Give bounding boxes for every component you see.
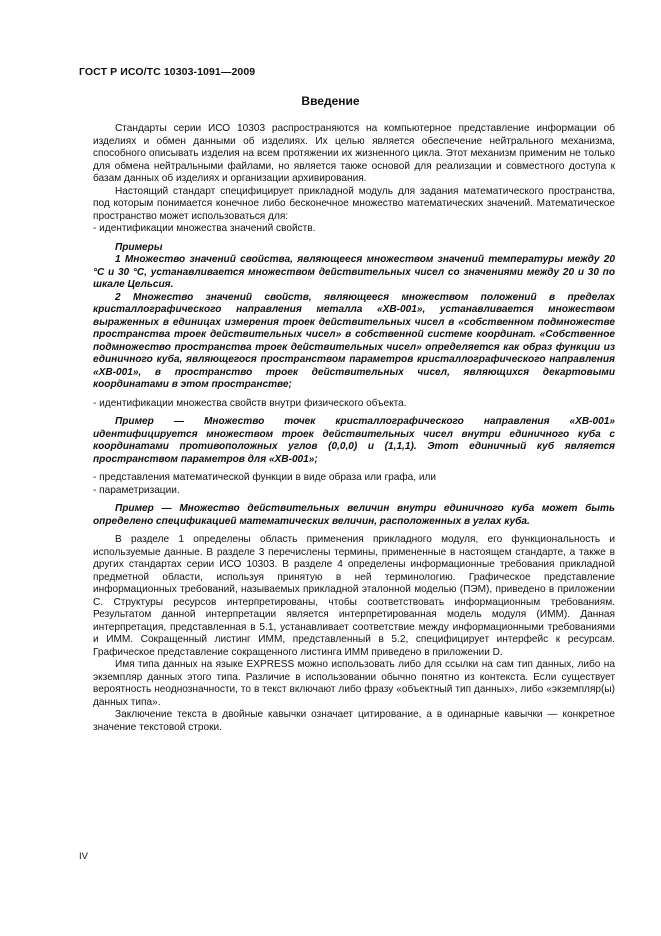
page-number: IV	[79, 851, 88, 862]
example-3: Пример — Множество точек кристаллографического направления «ХВ-001» идентифицируется множеством троек действительных чисел внутри единичного куба с координатами противоположных углов (0,0,0) и (1,1,1). Этот единичный куб является пространством параметров для «ХВ-001»;	[93, 416, 615, 465]
list-item-function-image: - представления математической функции в виде образа или графа, или	[93, 472, 437, 483]
paragraph-structure: В разделе 1 определены область применения прикладного модуля, его функциональность и используемые данные. В разделе 3 перечислены термины, примененные в настоящем стандарте, а также в других стандартах серии ИСО 10303. В разделе 4 определены информационные требования прикладной предметной области, используя принятую в ней терминологию. Графическое представление информационных требований, называемых прикладной эталонной моделью (ПЭМ), приведено в приложении С. Структуры ресурсов интерпретированы, чтобы соответствовать информационным требованиям. Результатом данной интерпретации является интерпретированная модель модуля (ИММ). Данная интерпретация, представленная в 5.1, устанавливает соответствие между информационными требованиями и ИММ. Сокращенный листинг ИММ, представленный в 5.2, специфицирует интерфейс к ресурсам. Графическое представление сокращенного листинга ИММ приведено в приложении D.	[93, 534, 615, 658]
list-item-parametrization: - параметризации.	[93, 484, 180, 496]
example-1: 1 Множество значений свойства, являющееся множеством значений температуры между 20 °С и 30 °С, устанавливается множеством действительных чисел со значениями между 20 и 30 по шкале Цельсия.	[93, 254, 615, 290]
paragraph-scope: Настоящий стандарт специфицирует прикладной модуль для задания математического пространства, под которым понимается конечное либо бесконечное множество математических значений. Математическое пространство может использоваться для:	[93, 185, 615, 222]
example-2: 2 Множество значений свойств, являющееся множеством положений в пределах кристаллографического направления металла «ХВ-001», устанавливается множеством выраженных в единицах измерения троек действительных чисел в «собственном подмножестве пространства троек действительных чисел» в собственной системе координат. «Собственное подмножество пространства троек действительных чисел» определяется как образ функции из единичного куба, являющегося пространством параметров кристаллографического направления «ХВ-001», в пространство троек действительных чисел, являющихся декартовыми координатами в этом пространстве;	[93, 291, 615, 390]
list-item-physical-object: - идентификации множества свойств внутри физического объекта.	[93, 397, 407, 409]
examples-heading: Примеры	[115, 241, 163, 253]
paragraph-express: Имя типа данных на языке EXPRESS можно использовать либо для ссылки на сам тип данных, либо на экземпляр данных этого типа. Различие в использовании обычно понятно из контекста. Если существует вероятность неоднозначности, то в текст включают либо фразу «объектный тип данных», либо «экземпляр(ы) данных типа».	[93, 659, 615, 708]
section-title: Введение	[301, 94, 360, 108]
example-4: Пример — Множество действительных величин внутри единичного куба может быть определено спецификацией математических величин, расположенных в углах куба.	[93, 503, 615, 527]
paragraph-quotes: Заключение текста в двойные кавычки означает цитирование, а в одинарные кавычки — конкретное значение текстовой строки.	[93, 709, 615, 733]
paragraph-intro: Стандарты серии ИСО 10303 распространяются на компьютерное представление информации об изделиях и обмен данными об изделиях. Их целью является обеспечение нейтрального механизма, способного описывать изделия на всем протяжении их жизненного цикла. Этот механизм применим не только для обмена нейтральными файлами, но является также основой для реализации и совместного доступа к базам данных об изделиях и организации архивирования.	[93, 123, 615, 184]
list-item-property-values: - идентификации множества значений свойств.	[93, 223, 316, 234]
standard-header: ГОСТ Р ИСО/ТС 10303-1091—2009	[79, 66, 256, 78]
body-text	[93, 123, 615, 734]
